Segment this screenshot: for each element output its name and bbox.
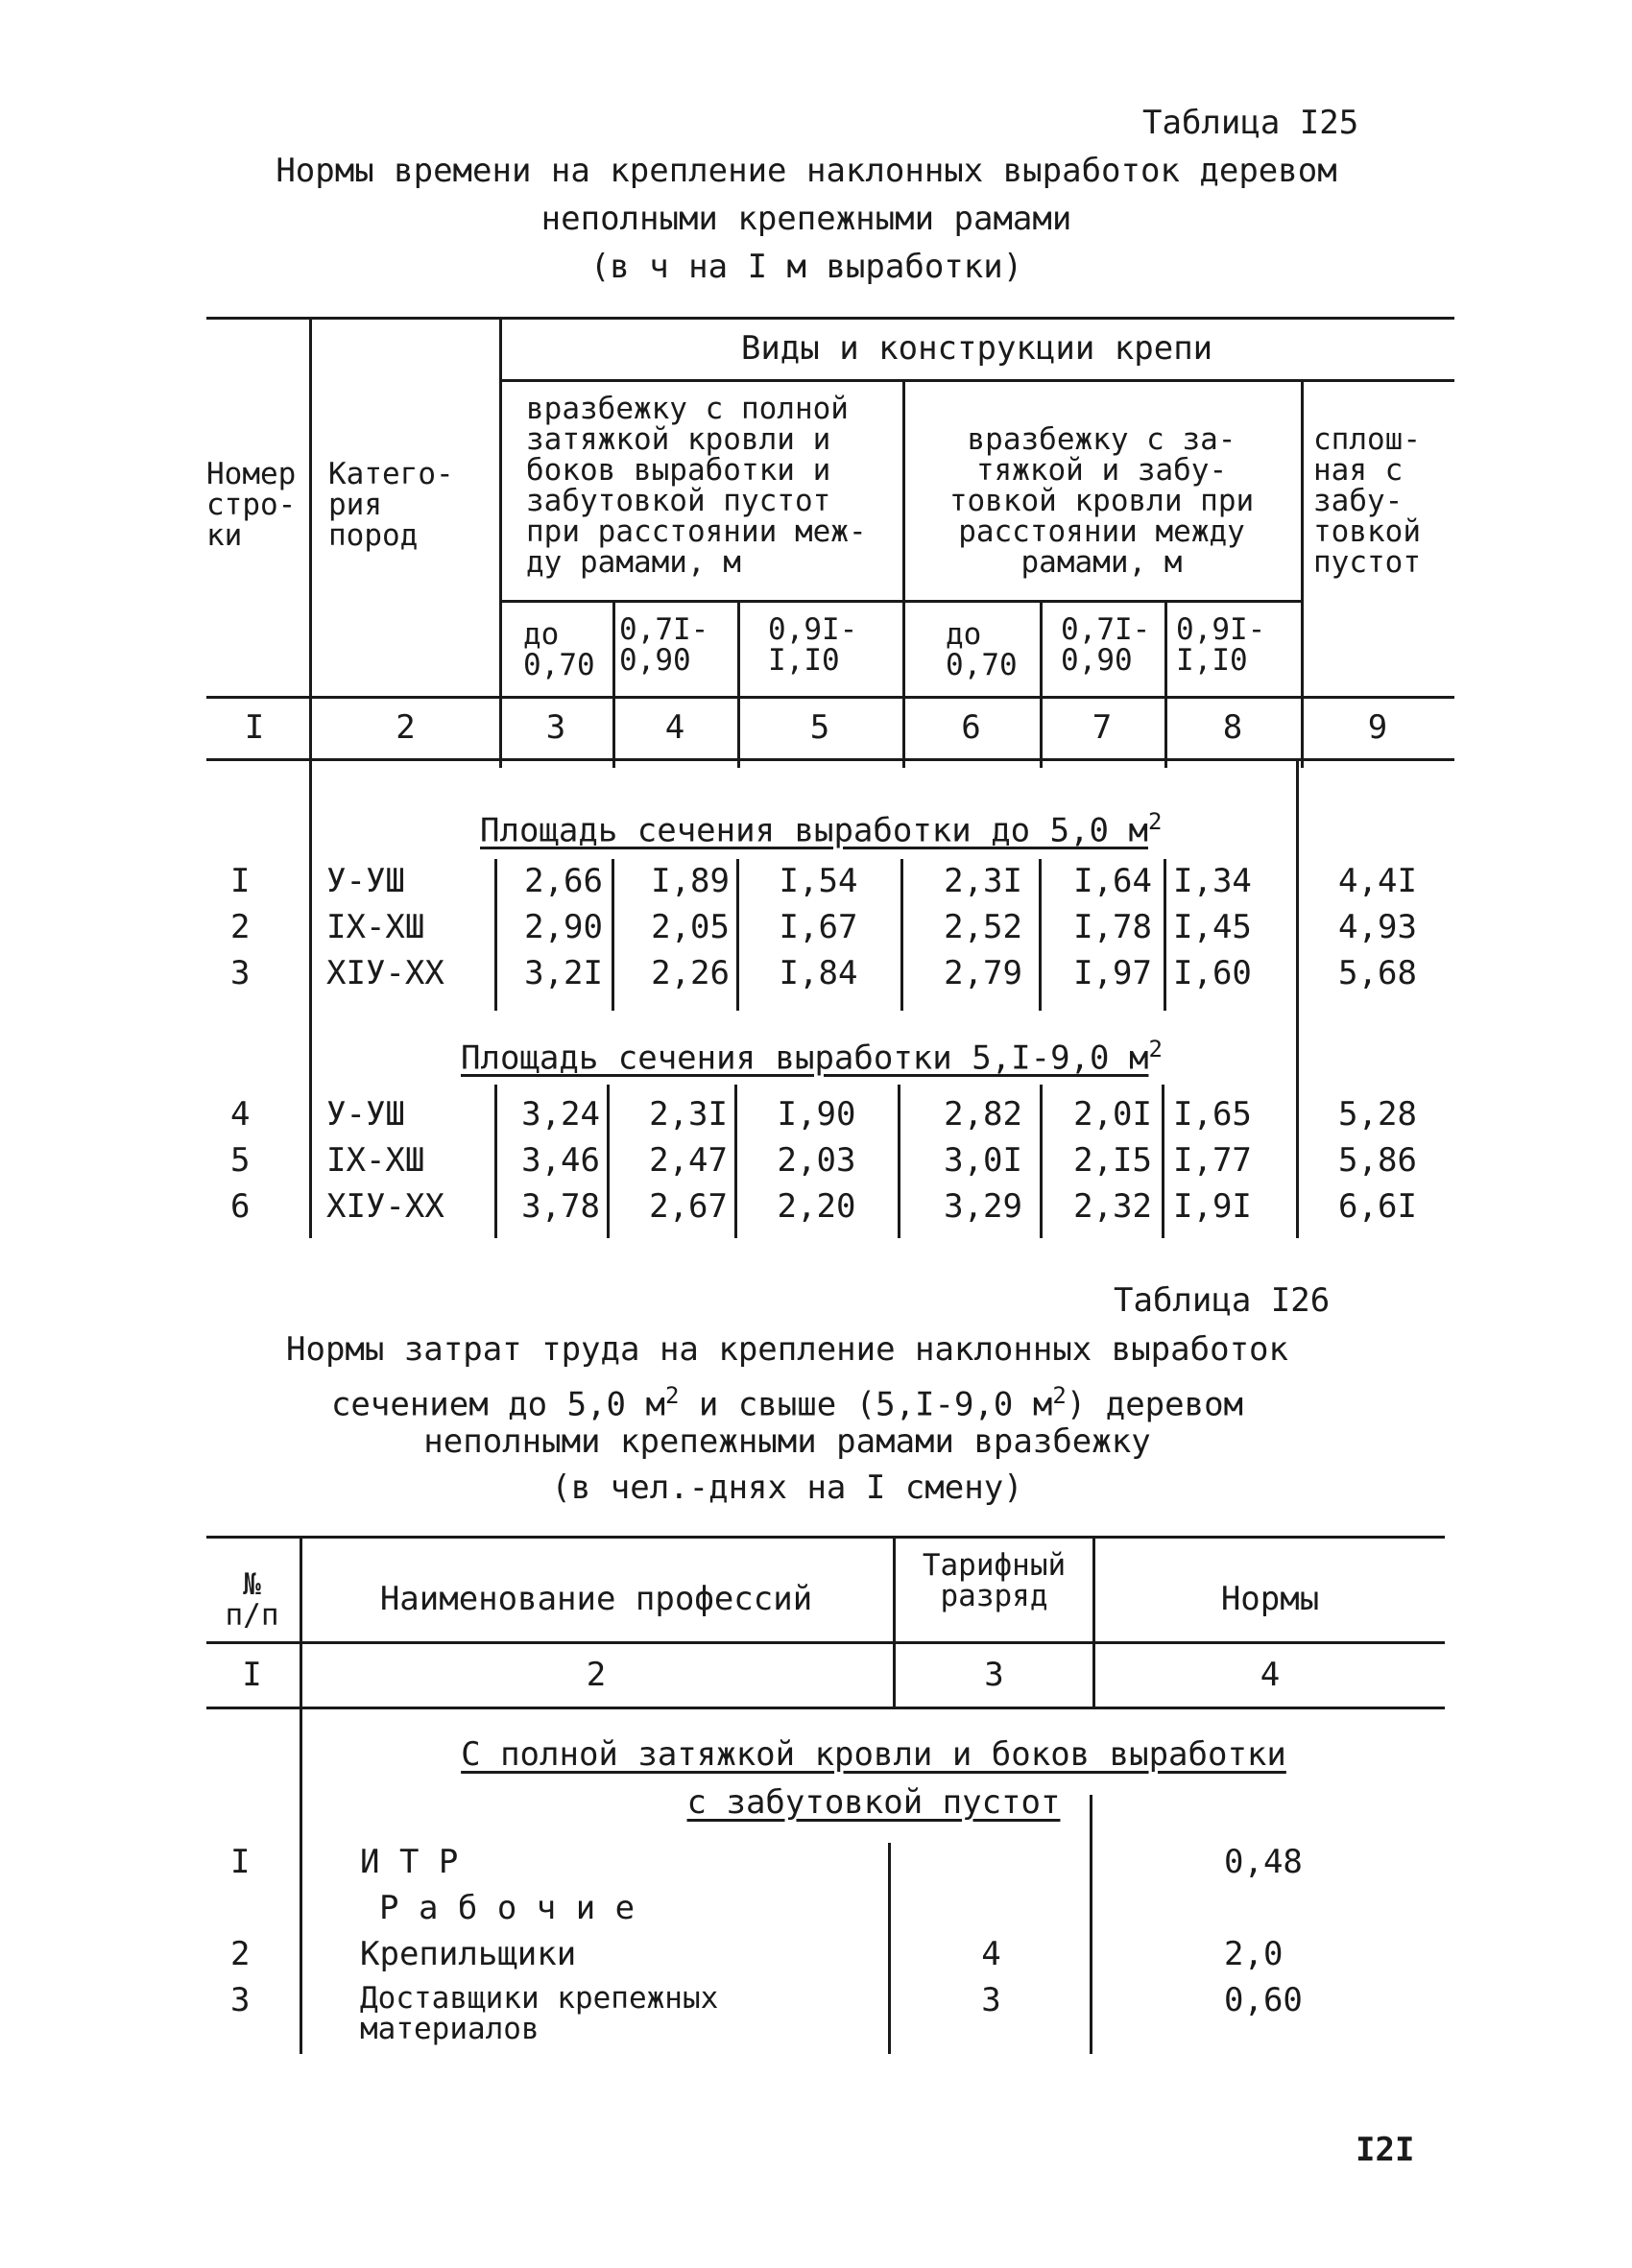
value-cell: I,97 <box>1073 954 1152 992</box>
table-126-title-line-4: (в чел.-днях на I смену) <box>551 1468 1023 1507</box>
table-126-title-line-3: неполными крепежными рамами вразбежку <box>423 1422 1151 1461</box>
table-125-title-line-1: Нормы времени на крепление наклонных выработок деревом <box>276 152 1337 190</box>
section-title-text: Площадь сечения выработки до 5,0 м <box>480 811 1148 850</box>
header-number: № п/п <box>225 1567 279 1633</box>
value-cell: 2,20 <box>777 1187 856 1226</box>
value-cell: 2,26 <box>651 954 730 992</box>
section-title-text: С полной затяжкой кровли и боков выработки <box>461 1735 1286 1774</box>
rock-category: У-УШ <box>326 1095 405 1134</box>
header-group-2: вразбежку с за- тяжкой и забу- товкой кровли при расстоянии между рамами, м <box>948 422 1255 580</box>
col-number-4: 4 <box>1260 1656 1281 1694</box>
rock-category: XIУ-XX <box>326 1187 444 1226</box>
header-tariff-grade: Тарифный разряд <box>922 1548 1067 1613</box>
value-cell: I,77 <box>1173 1141 1252 1180</box>
col-number-2: 2 <box>586 1656 607 1694</box>
row-number: 3 <box>230 1981 251 2019</box>
header-row-number: Номер стро- ки <box>206 457 297 553</box>
rock-category: У-УШ <box>326 862 405 900</box>
rock-category: IX-XШ <box>326 1141 425 1180</box>
value-cell: 2,05 <box>651 908 730 946</box>
value-cell: 3,24 <box>521 1095 600 1134</box>
value-cell: I,45 <box>1173 908 1252 946</box>
value-cell: I,64 <box>1073 862 1152 900</box>
value-cell: 5,68 <box>1338 954 1417 992</box>
col-number-8: 8 <box>1222 708 1243 747</box>
superscript: 2 <box>1148 1036 1163 1062</box>
col-number-6: 6 <box>961 708 981 747</box>
table-126-title-line-2 <box>211 1378 1363 1424</box>
value-cell: 2,67 <box>649 1187 728 1226</box>
profession-group: Р а б о ч и е <box>379 1889 636 1927</box>
header-kinds-of-support: Виды и конструкции крепи <box>740 329 1213 368</box>
header-group-1: вразбежку с полной затяжкой кровли и боков выработки и забутовкой пустот при расстоянии меж- ду рамами, м <box>526 392 867 580</box>
value-cell: 4,93 <box>1338 908 1417 946</box>
tariff-grade: 4 <box>981 1935 1001 1973</box>
col-number-4: 4 <box>664 708 685 747</box>
value-cell: 5,28 <box>1338 1095 1417 1134</box>
table-126-label: Таблица I26 <box>1114 1281 1331 1320</box>
row-number: 3 <box>230 954 251 992</box>
row-number: 2 <box>230 908 251 946</box>
value-cell: I,60 <box>1173 954 1252 992</box>
norm-value: 0,60 <box>1224 1981 1303 2019</box>
value-cell: I,9I <box>1173 1187 1252 1226</box>
title-part: сечением до 5,0 м <box>330 1385 665 1424</box>
value-cell: I,78 <box>1073 908 1152 946</box>
value-cell: 2,3I <box>649 1095 728 1134</box>
profession-name: Доставщики крепежных материалов <box>360 1981 719 2046</box>
header-norms: Нормы <box>1220 1580 1320 1618</box>
page-number: I2I <box>1356 2131 1415 2169</box>
row-number: I <box>230 862 251 900</box>
norm-value: 0,48 <box>1224 1843 1303 1881</box>
row-number: 4 <box>230 1095 251 1134</box>
header-category: Катего- рия пород <box>328 457 454 553</box>
col-number-3: 3 <box>984 1656 1004 1694</box>
superscript: 2 <box>1052 1382 1067 1409</box>
value-cell: 2,82 <box>944 1095 1022 1134</box>
row-number: I <box>230 1843 251 1881</box>
value-cell: 2,52 <box>944 908 1022 946</box>
section-title-area-2 <box>461 1032 1163 1078</box>
section-title-area-1 <box>480 804 1162 848</box>
value-cell: I,84 <box>779 954 858 992</box>
title-part: ) деревом <box>1066 1385 1244 1424</box>
profession-name: И Т Р <box>360 1843 459 1881</box>
row-number: 5 <box>230 1141 251 1180</box>
value-cell: 2,I5 <box>1073 1141 1152 1180</box>
value-cell: 2,0I <box>1073 1095 1152 1134</box>
section-title-line-2 <box>302 1785 1445 1820</box>
rock-category: XIУ-XX <box>326 954 444 992</box>
header-sub-6: 0,9I- I,I0 <box>1176 612 1266 678</box>
header-sub-5: 0,7I- 0,90 <box>1061 612 1151 678</box>
col-number-2: 2 <box>396 708 416 747</box>
col-number-1: I <box>244 708 265 747</box>
value-cell: 2,03 <box>777 1141 856 1180</box>
col-number-9: 9 <box>1367 708 1388 747</box>
value-cell: 3,46 <box>521 1141 600 1180</box>
value-cell: 2,90 <box>524 908 603 946</box>
profession-name: Крепильщики <box>360 1935 577 1973</box>
section-title-text: с забутовкой пустот <box>686 1783 1061 1822</box>
header-sub-4: до 0,70 <box>946 617 1018 682</box>
col-number-1: I <box>242 1656 262 1694</box>
value-cell: 3,29 <box>944 1187 1022 1226</box>
superscript: 2 <box>664 1382 680 1409</box>
row-number: 6 <box>230 1187 251 1226</box>
value-cell: I,90 <box>777 1095 856 1134</box>
table-125-title-line-2: неполными крепежными рамами <box>540 200 1072 238</box>
value-cell: 2,3I <box>944 862 1022 900</box>
row-number: 2 <box>230 1935 251 1973</box>
value-cell: 2,79 <box>944 954 1022 992</box>
section-title-text: Площадь сечения выработки 5,I-9,0 м <box>461 1039 1149 1078</box>
value-cell: I,67 <box>779 908 858 946</box>
value-cell: 4,4I <box>1338 862 1417 900</box>
value-cell: 3,78 <box>521 1187 600 1226</box>
col-number-7: 7 <box>1092 708 1113 747</box>
table-125-title-line-3: (в ч на I м выработки) <box>589 248 1023 286</box>
header-group-3: сплош- ная с забу- товкой пустот <box>1313 422 1421 580</box>
value-cell: I,34 <box>1173 862 1252 900</box>
col-number-5: 5 <box>809 708 830 747</box>
value-cell: 3,0I <box>944 1141 1022 1180</box>
value-cell: 6,6I <box>1338 1187 1417 1226</box>
norm-value: 2,0 <box>1224 1935 1284 1973</box>
col-number-3: 3 <box>545 708 566 747</box>
value-cell: 2,32 <box>1073 1187 1152 1226</box>
table-125-label: Таблица I25 <box>1142 104 1359 142</box>
value-cell: I,89 <box>651 862 730 900</box>
value-cell: 5,86 <box>1338 1141 1417 1180</box>
rock-category: IX-XШ <box>326 908 425 946</box>
value-cell: I,65 <box>1173 1095 1252 1134</box>
superscript: 2 <box>1147 808 1163 835</box>
header-profession-name: Наименование профессий <box>379 1580 813 1618</box>
value-cell: 3,2I <box>524 954 603 992</box>
header-sub-2: 0,7I- 0,90 <box>619 612 709 678</box>
tariff-grade: 3 <box>981 1981 1001 2019</box>
title-part: и свыше (5,I-9,0 м <box>679 1385 1053 1424</box>
header-sub-1: до 0,70 <box>523 617 595 682</box>
value-cell: 2,66 <box>524 862 603 900</box>
header-sub-3: 0,9I- I,I0 <box>768 612 858 678</box>
section-title-line-1 <box>302 1737 1445 1772</box>
table-126-title-line-1: Нормы затрат труда на крепление наклонных выработок <box>286 1330 1288 1369</box>
value-cell: 2,47 <box>649 1141 728 1180</box>
value-cell: I,54 <box>779 862 858 900</box>
